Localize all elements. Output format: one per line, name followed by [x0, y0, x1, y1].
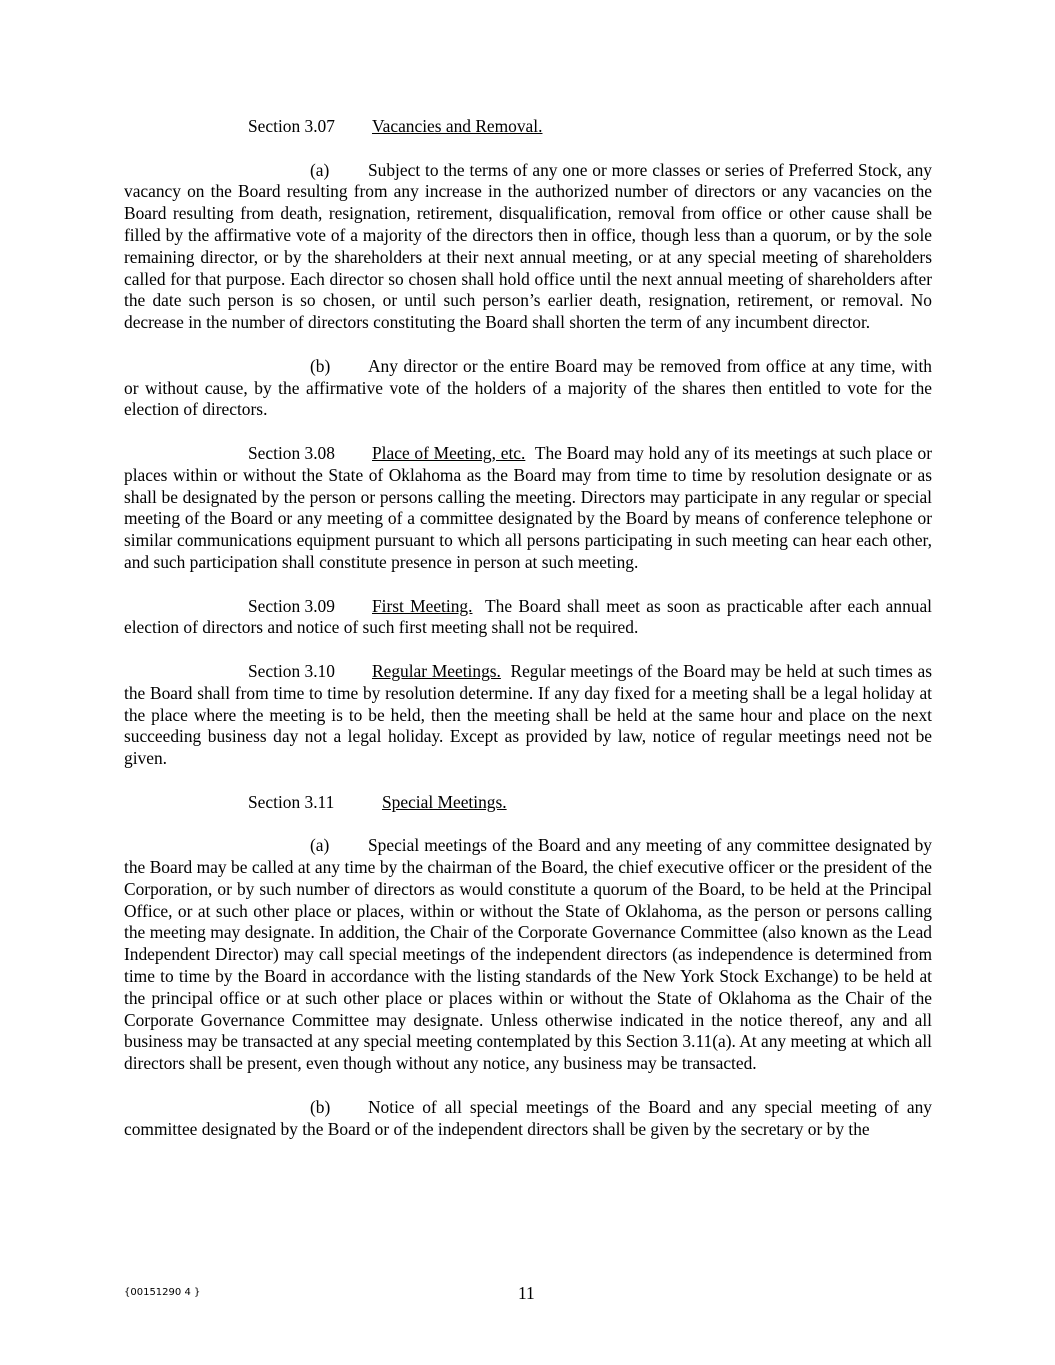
section-heading-3-07	[124, 116, 932, 138]
paragraph-3-09	[124, 596, 932, 640]
document-id: {00151290 4 }	[124, 1287, 201, 1298]
page-number: 11	[518, 1283, 535, 1303]
section-number: Section 3.08	[248, 442, 335, 463]
paragraph-text: Notice of all special meetings of the Board and any special meeting of any committee designated by the Board or of the independent directors shall be given by the secretary or by the	[124, 1096, 932, 1139]
paragraph-text: Any director or the entire Board may be removed from office at any time, with or without cause, by the affirmative vote of the holders of a majority of the shares then entitled to vote for the election of directors.	[124, 355, 932, 420]
section-title: Vacancies and Removal.	[372, 116, 543, 136]
section-number: Section 3.09	[248, 595, 335, 616]
subsection-label: (a)	[310, 159, 330, 180]
subsection-label: (a)	[310, 835, 330, 856]
section-title: Regular Meetings.	[372, 660, 501, 681]
paragraph-text: Regular meetings of the Board may be held at such times as the Board shall from time to time by resolution determine. If any day fixed for a meeting shall be a legal holiday at the place where the meeting is to be held, then the meeting shall be held at the same hour and place on the next succeeding business day not a legal holiday. Except as provided by law, notice of regular meetings need not be given.	[124, 660, 933, 769]
section-title: Special Meetings.	[382, 791, 507, 812]
paragraph-3-11-a	[124, 835, 932, 1075]
section-title: First Meeting.	[372, 595, 473, 616]
paragraph-3-07-a	[124, 160, 932, 334]
paragraph-text: Special meetings of the Board and any meeting of any committee designated by the Board may be called at any time by the chairman of the Board, the chief executive officer or the president of the Corporation, or by such number of directors as would constitute a quorum of the Board, to be held at the Principal Office, or at such other place or places, within or without the State of Oklahoma, as the person or persons calling the meeting may designate. In addition, the Chair of the Corporate Governance Committee (also known as the Lead Independent Director) may call special meetings of the independent directors (as independence is determined from time to time by the Board in accordance with the listing standards of the New York Stock Exchange) to be held at the principal office or at such other place or places within or without the State of Oklahoma as the Chair of the Corporate Governance Committee may designate. Unless otherwise indicated in the notice thereof, any and all business may be transacted at any special meeting contemplated by this Section 3.11(a). At any meeting at which all directors shall be present, even though without any notice, any business may be transacted.	[124, 835, 932, 1074]
document-body	[124, 116, 932, 1140]
subsection-label: (b)	[310, 355, 331, 376]
subsection-label: (b)	[310, 1096, 331, 1117]
section-number: Section 3.07	[248, 116, 335, 136]
paragraph-3-10	[124, 661, 932, 770]
section-number: Section 3.10	[248, 660, 335, 681]
paragraph-text: The Board shall meet as soon as practicable after each annual election of directors and notice of such first meeting shall not be required.	[124, 595, 933, 638]
paragraph-text: The Board may hold any of its meetings at such place or places within or without the State of Oklahoma as the Board may from time to time by resolution designate or as shall be designated by the person or persons calling the meeting. Directors may participate in any regular or special meeting of the Board or any meeting of a committee designated by the Board by means of conference telephone or similar communications equipment pursuant to which all persons participating in such meeting can hear each other, and such participation shall constitute presence in person at such meeting.	[124, 442, 932, 572]
paragraph-3-07-b	[124, 356, 932, 421]
section-number: Section 3.11	[248, 791, 335, 812]
section-title: Place of Meeting, etc.	[372, 442, 526, 463]
paragraph-3-11-b	[124, 1097, 932, 1141]
paragraph-text: Subject to the terms of any one or more classes or series of Preferred Stock, any vacancy on the Board resulting from any increase in the authorized number of directors or any vacancies on the Board resulting from death, resignation, retirement, disqualification, removal from office or other cause shall be filled by the affirmative vote of a majority of the directors then in office, though less than a quorum, or by the sole remaining director, or by the shareholders at their next annual meeting, or at any special meeting of shareholders called for that purpose. Each director so chosen shall hold office until the next annual meeting of shareholders after the date such person is so chosen, or until such person’s earlier death, resignation, retirement, or removal. No decrease in the number of directors constituting the Board shall shorten the term of any incumbent director.	[124, 159, 932, 333]
section-heading-3-11	[124, 792, 932, 814]
paragraph-3-08	[124, 443, 932, 574]
